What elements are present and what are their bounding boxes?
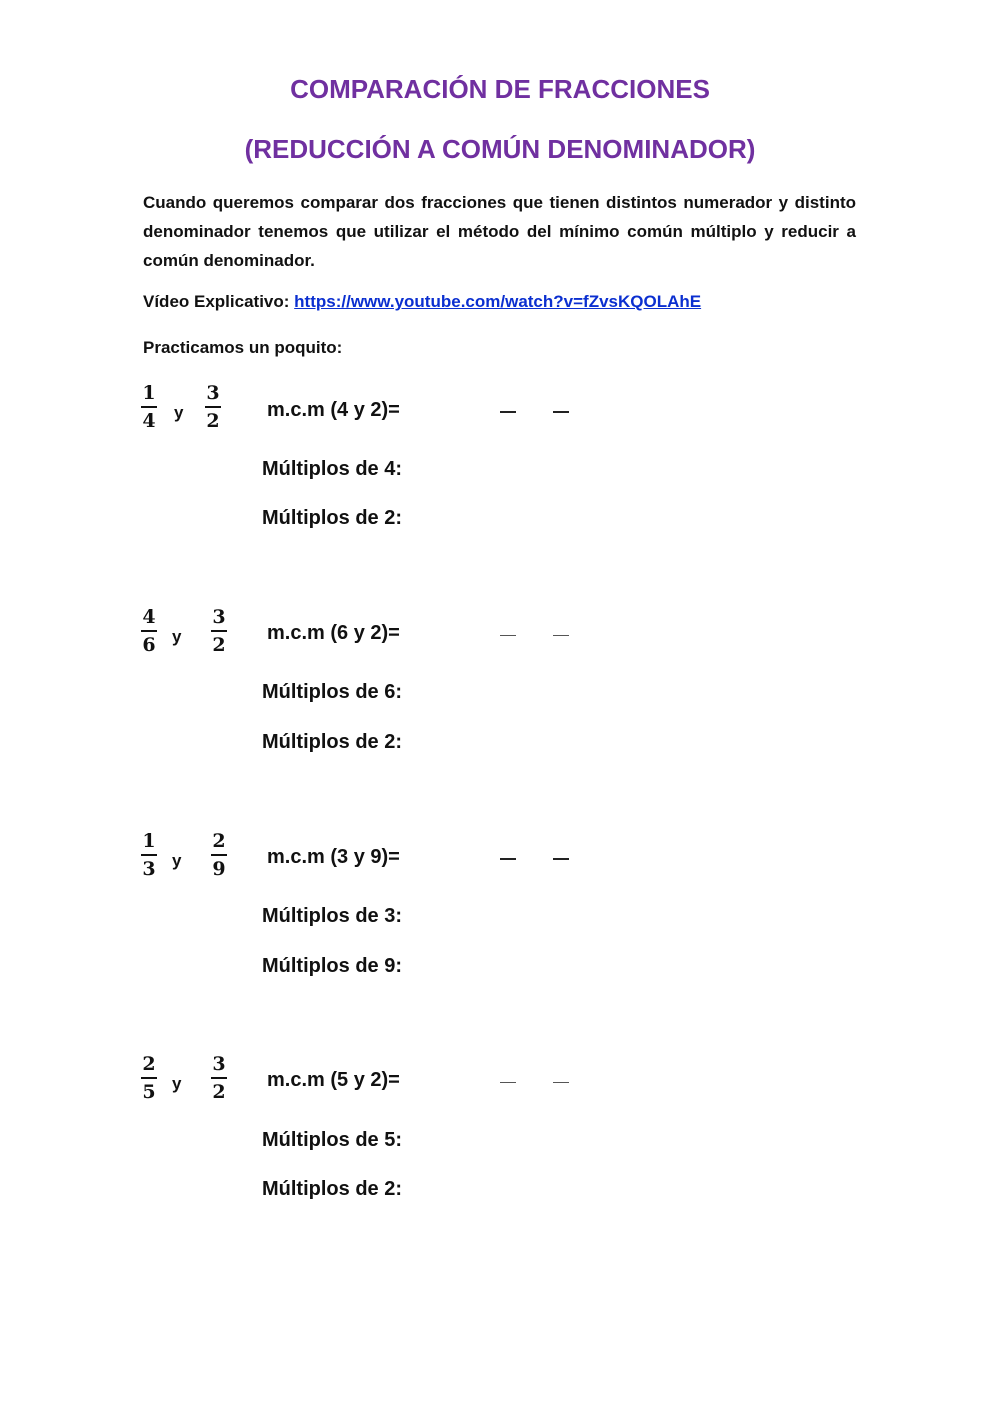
page-subtitle: (REDUCCIÓN A COMÚN DENOMINADOR) (244, 134, 756, 164)
mcm-label: m.c.m (5 y 2)= (267, 1069, 400, 1091)
fraction-numerator: 1 (142, 830, 156, 852)
fraction-denominator: 2 (212, 634, 226, 656)
multiples-label-1: Múltiplos de 6: (262, 681, 402, 703)
fraction-denominator: 6 (142, 634, 156, 656)
multiples-label-2: Múltiplos de 9: (262, 955, 402, 977)
answer-blank-1[interactable] (500, 411, 516, 413)
page-title: COMPARACIÓN DE FRACCIONES (290, 74, 710, 104)
video-label: Vídeo Explicativo: (143, 292, 290, 311)
multiples-label-1: Múltiplos de 5: (262, 1129, 402, 1151)
intro-paragraph: Cuando queremos comparar dos fracciones que tienen distintos numerador y distinto denominador tenemos que utilizar el método del mínimo común múltiplo y reducir a común denominador. (143, 193, 856, 270)
connector: y (174, 403, 184, 422)
fraction-b (203, 381, 223, 433)
fraction-denominator: 2 (206, 410, 220, 432)
fraction-numerator: 3 (212, 1053, 226, 1075)
fraction-b (209, 1052, 229, 1104)
fraction-numerator: 2 (142, 1053, 156, 1075)
connector: y (172, 1074, 182, 1093)
answer-blank-1[interactable] (500, 1082, 516, 1083)
multiples-label-1: Múltiplos de 4: (262, 458, 402, 480)
fraction-bar (211, 630, 227, 632)
video-link[interactable]: https://www.youtube.com/watch?v=fZvsKQOLAhE (294, 292, 702, 311)
fraction-denominator: 3 (142, 858, 156, 880)
fraction-denominator: 2 (212, 1081, 226, 1103)
fraction-b (209, 605, 229, 657)
answer-blank-2[interactable] (553, 858, 569, 860)
answer-blank-2[interactable] (553, 635, 569, 636)
fraction-denominator: 4 (142, 410, 156, 432)
fraction-bar (211, 854, 227, 856)
connector: y (172, 851, 182, 870)
mcm-label: m.c.m (6 y 2)= (267, 622, 400, 644)
fraction-bar (141, 630, 157, 632)
answer-blank-2[interactable] (553, 411, 569, 413)
connector: y (172, 627, 182, 646)
fraction-numerator: 3 (206, 382, 220, 404)
multiples-label-2: Múltiplos de 2: (262, 731, 402, 753)
fraction-a (139, 829, 159, 881)
fraction-bar (141, 1077, 157, 1079)
fraction-bar (211, 1077, 227, 1079)
fraction-a (139, 1052, 159, 1104)
fraction-denominator: 5 (142, 1081, 156, 1103)
multiples-label-2: Múltiplos de 2: (262, 507, 402, 529)
fraction-numerator: 2 (212, 830, 226, 852)
fraction-denominator: 9 (212, 858, 226, 880)
practice-label: Practicamos un poquito: (143, 338, 343, 357)
mcm-label: m.c.m (3 y 9)= (267, 846, 400, 868)
answer-blank-1[interactable] (500, 858, 516, 860)
fraction-bar (141, 406, 157, 408)
fraction-bar (141, 854, 157, 856)
multiples-label-1: Múltiplos de 3: (262, 905, 402, 927)
answer-blank-2[interactable] (553, 1082, 569, 1083)
fraction-b (209, 829, 229, 881)
fraction-a (139, 381, 159, 433)
fraction-a (139, 605, 159, 657)
fraction-numerator: 1 (142, 382, 156, 404)
fraction-numerator: 4 (142, 606, 156, 628)
fraction-bar (205, 406, 221, 408)
multiples-label-2: Múltiplos de 2: (262, 1178, 402, 1200)
video-line (143, 292, 701, 312)
mcm-label: m.c.m (4 y 2)= (267, 399, 400, 421)
answer-blank-1[interactable] (500, 635, 516, 636)
fraction-numerator: 3 (212, 606, 226, 628)
